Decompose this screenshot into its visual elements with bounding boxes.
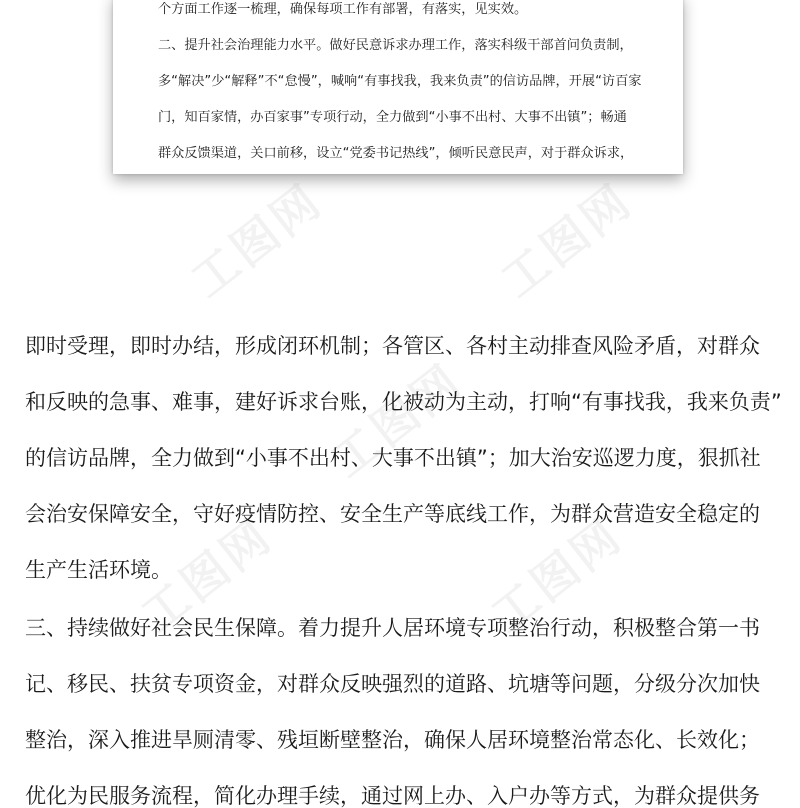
preview-line: 二、提升社会治理能力水平。做好民意诉求办理工作，落实科级干部首问负责制，	[158, 38, 633, 53]
body-line: 和反映的急事、难事，建好诉求台账，化被动为主动，打响“有事找我，我来负责”	[25, 390, 782, 414]
watermark: 工图网	[491, 172, 643, 308]
body-line: 整治，深入推进旱厕清零、残垣断壁整治，确保人居环境整治常态化、长效化；	[25, 728, 760, 752]
watermark: 工图网	[131, 507, 283, 643]
body-line: 优化为民服务流程，简化办理手续，通过网上办、入户办等方式，为群众提供务	[25, 784, 760, 808]
watermark: 工图网	[321, 352, 473, 488]
preview-line: 多“解决”少“解释”不“怠慢”，喊响“有事找我，我来负责”的信访品牌，开展“访百家	[158, 74, 642, 89]
preview-line: 群众反馈渠道，关口前移，设立“党委书记热线”，倾听民意民声，对于群众诉求，	[158, 146, 634, 161]
body-line: 会治安保障安全，守好疫情防控、安全生产等底线工作，为群众营造安全稳定的	[25, 502, 760, 526]
preview-line: 门，知百家情，办百家事”专项行动，全力做到“小事不出村、大事不出镇”；畅通	[158, 110, 627, 125]
body-line: 记、移民、扶贫专项资金，对群众反映强烈的道路、坑塘等问题，分级分次加快	[25, 672, 760, 696]
watermark: 工图网	[481, 507, 633, 643]
preview-line: 个方面工作逐一梳理，确保每项工作有部署，有落实，见实效。	[158, 2, 528, 17]
document-preview-card	[113, 0, 683, 174]
body-line: 生产生活环境。	[25, 558, 172, 582]
watermark: 工图网	[181, 172, 333, 308]
body-line: 的信访品牌，全力做到“小事不出村、大事不出镇”；加大治安巡逻力度，狠抓社	[25, 446, 761, 470]
body-line: 即时受理，即时办结，形成闭环机制；各管区、各村主动排查风险矛盾，对群众	[25, 334, 760, 358]
section-heading-line: 三、持续做好社会民生保障。着力提升人居环境专项整治行动，积极整合第一书	[25, 616, 760, 640]
